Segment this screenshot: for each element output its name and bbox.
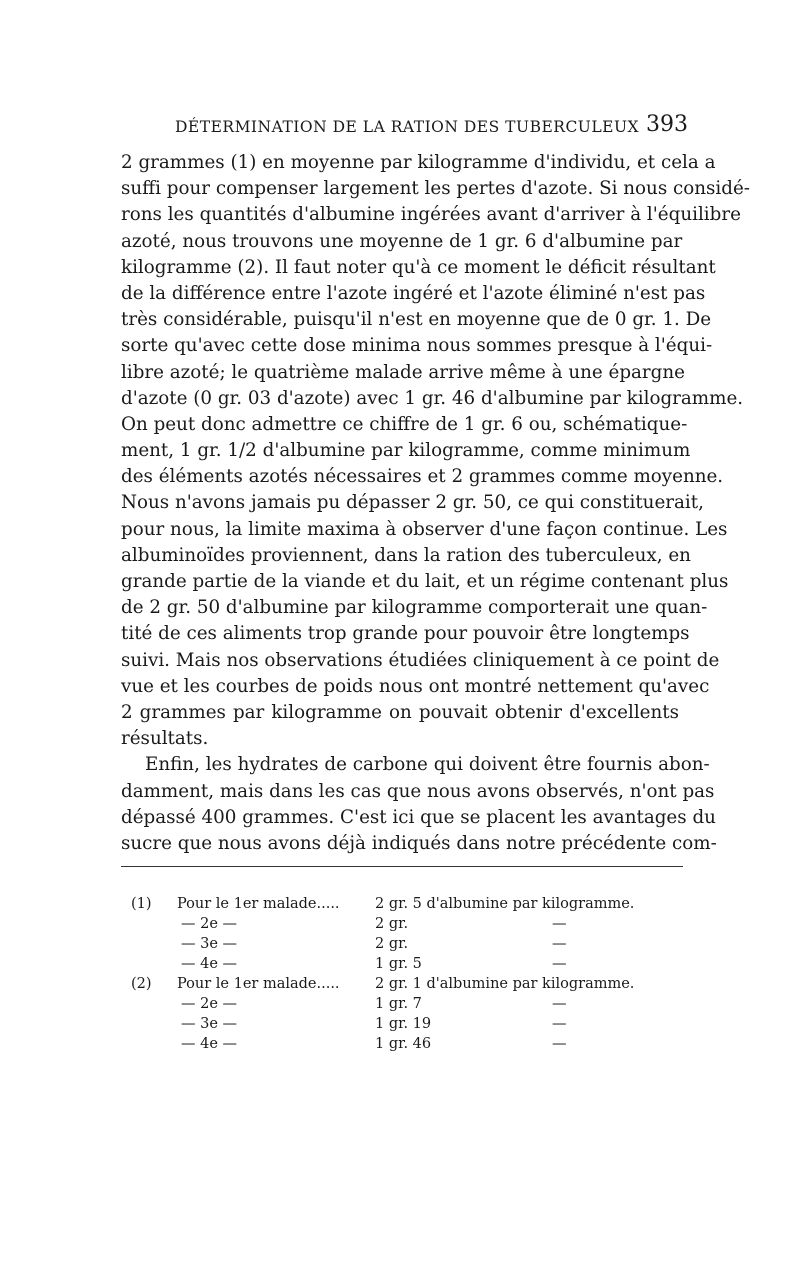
footnote-patient: — 4e — <box>181 1036 238 1052</box>
text-line: Nous n'avons jamais pu dépasser 2 gr. 50, ce qui constituerait, <box>121 492 704 514</box>
text-line: ment, 1 gr. 1/2 d'albumine par kilogramme, comme minimum <box>121 440 691 462</box>
body-text <box>121 150 750 857</box>
footnote-amount: 2 gr. <box>375 916 409 932</box>
footnote-amount: 2 gr. 5 d'albumine par kilogramme. <box>375 896 635 912</box>
text-line: pour nous, la limite maxima à observer d'une façon continue. Les <box>121 518 728 540</box>
text-line: de la différence entre l'azote ingéré et l'azote éliminé n'est pas <box>121 282 706 304</box>
footnote-patient: Pour le 1er malade..... <box>177 976 340 992</box>
text-line: Enfin, les hydrates de carbone qui doivent être fournis abon- <box>145 754 710 776</box>
text-line: des éléments azotés nécessaires et 2 grammes comme moyenne. <box>121 466 724 488</box>
footnote-divider <box>121 866 683 867</box>
text-line: suffi pour compenser largement les pertes d'azote. Si nous considé- <box>121 178 750 200</box>
footnote-amount: 1 gr. 19 <box>375 1016 432 1032</box>
footnote-amount: 2 gr. 1 d'albumine par kilogramme. <box>375 976 635 992</box>
footnote-ditto: — <box>552 1016 567 1032</box>
text-line: 2 grammes (1) en moyenne par kilogramme d'individu, et cela a <box>121 152 716 173</box>
footnote-ditto: — <box>552 996 567 1012</box>
text-line: rons les quantités d'albumine ingérées avant d'arriver à l'équilibre <box>121 204 741 226</box>
footnote-patient: Pour le 1er malade..... <box>177 896 340 912</box>
footnote-patient: — 2e — <box>181 916 238 932</box>
text-line: kilogramme (2). Il faut noter qu'à ce moment le déficit résultant <box>121 256 716 278</box>
footnote-ditto: — <box>552 916 567 932</box>
text-line: On peut donc admettre ce chiffre de 1 gr. 6 ou, schématique- <box>121 413 688 435</box>
text-line: grande partie de la viande et du lait, et un régime contenant plus <box>121 571 729 592</box>
text-line: albuminoïdes proviennent, dans la ration des tuberculeux, en <box>121 544 691 566</box>
footnote-amount: 1 gr. 7 <box>375 996 422 1012</box>
text-line: très considérable, puisqu'il n'est en moyenne que de 0 gr. 1. De <box>121 309 712 331</box>
footnote-patient: — 4e — <box>181 956 238 972</box>
footnote-patient: — 2e — <box>181 996 238 1012</box>
page-header <box>0 112 800 142</box>
text-line: 2 grammes par kilogramme on pouvait obtenir d'excellents <box>121 701 679 723</box>
text-line: libre azoté; le quatrième malade arrive même à une épargne <box>121 361 685 383</box>
text-line: de 2 gr. 50 d'albumine par kilogramme comporterait une quan- <box>121 597 708 619</box>
page-number: 393 <box>646 112 688 137</box>
footnote-number: (1) <box>131 896 152 912</box>
text-line: damment, mais dans les cas que nous avons observés, n'ont pas <box>121 780 715 802</box>
footnote-number: (2) <box>131 976 152 992</box>
text-line: sorte qu'avec cette dose minima nous sommes presque à l'équi- <box>121 335 713 357</box>
text-line: dépassé 400 grammes. C'est ici que se placent les avantages du <box>121 806 716 828</box>
footnote-ditto: — <box>552 1036 567 1052</box>
text-line: résultats. <box>121 728 209 750</box>
text-line: vue et les courbes de poids nous ont montré nettement qu'avec <box>121 675 710 697</box>
running-title: DÉTERMINATION DE LA RATION DES TUBERCULEUX <box>175 118 640 136</box>
footnote-patient: — 3e — <box>181 936 238 952</box>
footnote-ditto: — <box>552 956 567 972</box>
footnote-amount: 1 gr. 5 <box>375 956 422 972</box>
footnote-amount: 1 gr. 46 <box>375 1036 432 1052</box>
footnote-amount: 2 gr. <box>375 936 409 952</box>
text-line: d'azote (0 gr. 03 d'azote) avec 1 gr. 46 d'albumine par kilogramme. <box>121 387 744 409</box>
footnote-patient: — 3e — <box>181 1016 238 1032</box>
text-line: suivi. Mais nos observations étudiées cliniquement à ce point de <box>121 649 720 671</box>
text-line: sucre que nous avons déjà indiqués dans notre précédente com- <box>121 832 717 854</box>
text-line: tité de ces aliments trop grande pour pouvoir être longtemps <box>121 623 690 645</box>
footnote-ditto: — <box>552 936 567 952</box>
text-line: azoté, nous trouvons une moyenne de 1 gr. 6 d'albumine par <box>121 230 683 252</box>
